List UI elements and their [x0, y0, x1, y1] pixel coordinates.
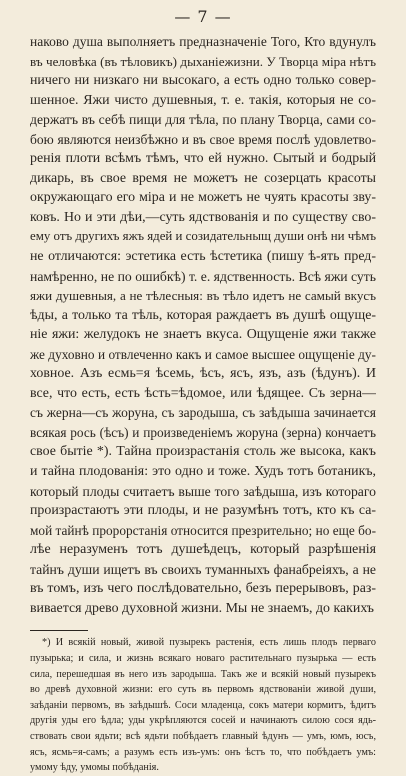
text-line: яжи душевныя, а не тѣлесныя: въ тѣло идетъ не самый вкусъ — [30, 288, 376, 304]
footnote-line: умому ѣду, умомы побѣданія. — [30, 762, 159, 774]
footnote-line: другія уды его ѣдла; уды укрѣпляются сосей и начинаютъ силою сося ядь- — [30, 715, 376, 727]
text-line: который плоды считаетъ выше того заѣдыша, изъ котораго — [30, 483, 376, 499]
footnote-line: сила, перешедшая въ него изъ зародыша. Такъ же и всякій новый пузырекъ — [30, 668, 376, 680]
text-line: съ жерна—съ жоруна, съ зародыша, съ заѣдыша зачинается — [30, 405, 376, 421]
footnote-line: пузырька; и сила, и жизнь всякаго новаго растительнаго пузырька — есть — [30, 653, 376, 664]
page-number: — 7 — — [174, 7, 232, 26]
text-line: ховное. Азъ есмь=я ѣсемь, ѣсъ, ясъ, язъ, азъ (ѣдунъ). И — [30, 366, 376, 382]
text-line: свое бытіе *). Тайна произрастанія столь же высока, какъ — [30, 444, 376, 460]
footnote-line: ясъ, ясмь=я-самъ; а разумъ есть изъ-умъ: онъ ѣстъ то, что побѣдаетъ умъ: — [30, 746, 376, 758]
footnote-rule — [30, 630, 88, 631]
text-line: мой тайнѣ пророрстанія относится презрительно; но еще бо- — [30, 522, 376, 538]
text-line: тайнъ души ищетъ въ своихъ туманныхъ фанабреіяхъ, а не — [30, 561, 376, 577]
text-line: бою являются неизбѣжно и въ свое время послѣ удовлетво- — [30, 131, 376, 147]
text-line: въ человѣка (въ тѣловикъ) дыханіежизни. У Творца міра нѣтъ — [30, 53, 376, 69]
text-line: всякая рось (ѣсъ) и произведеніемъ жоруна (зерна) кончаетъ — [30, 424, 376, 440]
text-line: лѣе неразуменъ тотъ душеѣдецъ, который разрѣшенія — [30, 542, 376, 558]
text-line: ничего ни низкаго ни высокаго, а есть одно только совер- — [30, 73, 376, 89]
text-line: дикарь, въ свое время не можетъ не созерцать красоты — [30, 170, 376, 186]
text-line: въ томъ, изъ чего послѣдовательно, безъ перерывовъ, раз- — [30, 581, 376, 597]
main-text — [30, 32, 376, 618]
text-line: окружающаго его міра и не можетъ не чуять красоты зву- — [30, 190, 376, 206]
text-line: ему отъ другихъ яжъ ядей и созидательныщ души онѣ ни чѣмъ — [30, 229, 376, 244]
text-line: держатъ въ себѣ пищи для тѣла, по плану Творца, сами со- — [30, 112, 376, 128]
footnote-line: во древѣ духовной жизни: его суть въ первомъ ядствованіи живой души, — [30, 684, 376, 696]
footnote-line: *) И всякій новый, живой пузырекъ растенія, есть лишь плодъ перваго — [42, 637, 376, 649]
text-line: ренія плоти всѣмъ тѣмъ, что ей нужно. Сытый и бодрый — [30, 151, 376, 167]
text-line: и тайна плодованія: это одно и тоже. Худъ тотъ ботаникъ, — [30, 464, 376, 480]
footnote-line: ствовать свои ядьти; всѣ ядьти побѣдаетъ главный ѣдунъ — умъ, юмъ, юсъ, — [30, 730, 376, 742]
text-line: шенное. Яжи чисто душевныя, т. е. такія, которыя не со- — [30, 92, 376, 108]
text-line: вивается древо духовной жизни. Мы не знаемъ, до какихъ — [30, 600, 374, 616]
text-line: произрастаютъ эти плоды, и не разумѣнъ тотъ, кто къ са- — [30, 503, 376, 519]
text-line: все, что есть, есть ѣсть=ѣдомое, или ѣдящее. Съ зерна— — [30, 385, 376, 401]
text-line: наково душа выполняетъ предназначеніе Того, Кто вдунулъ — [30, 34, 376, 49]
text-line: ѣды, а только та тѣль, которая раждаетъ въ душѣ ощуще- — [30, 307, 376, 323]
footnote-line: заѣданіи первомъ, въ заѣдышѣ. Соси младенца, сокъ матери кормитъ, ѣдитъ — [30, 699, 376, 711]
text-line: ковъ. Но и эти дѣи,—суть ядствованія и по существу сво- — [30, 209, 376, 225]
text-line: не отличаются: эстетика есть ѣстетика (пишу ѣ-ять пред- — [30, 249, 376, 265]
text-line: же духовно и отвлеченно какъ и самое высшее ощущеніе ду- — [30, 346, 376, 362]
text-line: ніе яжи: желудокъ не знаетъ вкуса. Ощущеніе яжи также — [30, 327, 376, 343]
footnote — [30, 635, 376, 775]
text-line: намѣренно, не по ошибкѣ) т. е. ядственность. Всѣ яжи суть — [30, 268, 376, 284]
